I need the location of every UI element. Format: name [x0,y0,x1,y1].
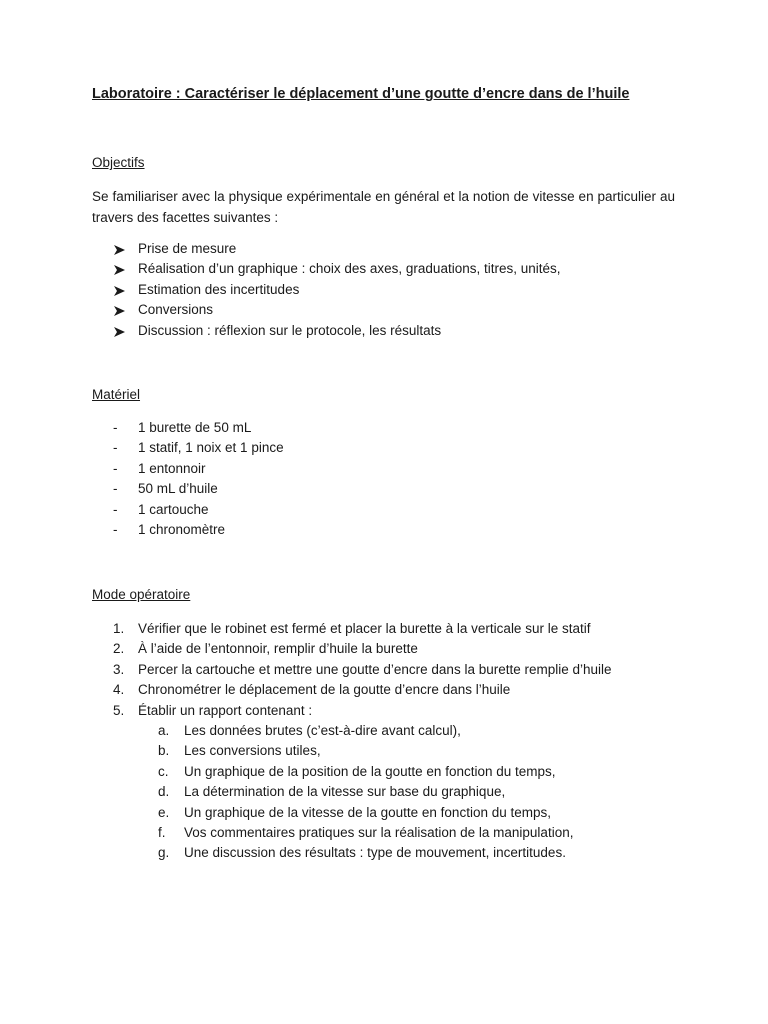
substep-text: Vos commentaires pratiques sur la réalisation de la manipulation, [184,824,574,840]
dash-marker: - [113,420,118,435]
substep-text: Un graphique de la vitesse de la goutte en fonction du temps, [184,804,551,820]
section-heading-mode-operatoire: Mode opératoire [92,587,191,602]
dash-marker: - [113,501,118,517]
list-item-label: 1 chronomètre [138,521,226,537]
step-number: 4. [113,682,125,698]
dash-marker: - [113,440,118,456]
list-item-label: Discussion : réflexion sur le protocole, les résultats [138,322,442,338]
step-text: Percer la cartouche et mettre une goutte d’encre dans la burette remplie d’huile [138,661,612,677]
step-text: Établir un rapport contenant : [138,702,313,718]
step-number: 3. [113,661,125,677]
dash-marker: - [113,460,118,476]
substep-letter: b. [158,743,170,759]
substep-text: Une discussion des résultats : type de mouvement, incertitudes. [184,845,566,861]
step-number: 2. [113,641,125,657]
substep-letter: e. [158,804,170,820]
list-item-label: 1 entonnoir [138,460,206,476]
substep-letter: a. [158,723,170,738]
list-item-label: Prise de mesure [138,241,237,256]
substep-letter: c. [158,763,169,779]
substep-letter: d. [158,784,170,800]
list-item-label: Conversions [138,302,214,318]
list-item-label: 1 burette de 50 mL [138,420,252,435]
list-item-label: 1 cartouche [138,501,209,517]
list-item-label: 1 statif, 1 noix et 1 pince [138,440,284,456]
step-number: 5. [113,702,125,718]
section-heading-objectifs: Objectifs [92,155,145,170]
list-item-label: 50 mL d’huile [138,481,218,497]
step-text: À l’aide de l’entonnoir, remplir d’huile la burette [138,641,418,657]
list-item-label: Estimation des incertitudes [138,281,300,297]
dash-marker: - [113,521,118,537]
substep-text: Les conversions utiles, [184,743,321,759]
substep-text: La détermination de la vitesse sur base du graphique, [184,784,506,800]
step-number: 1. [113,621,125,636]
dash-marker: - [113,481,118,497]
list-item-label: Réalisation d’un graphique : choix des axes, graduations, titres, unités, [138,261,561,277]
step-text: Vérifier que le robinet est fermé et placer la burette à la verticale sur le statif [138,621,591,636]
step-text: Chronométrer le déplacement de la goutte d’encre dans l’huile [138,682,511,698]
section-heading-materiel: Matériel [92,387,141,402]
substep-text: Les données brutes (c’est-à-dire avant calcul), [184,723,461,738]
substep-text: Un graphique de la position de la goutte en fonction du temps, [184,763,556,779]
substep-letter: f. [158,824,166,840]
objectifs-intro: Se familiariser avec la physique expérimentale en général et la notion de vitesse en particulier au travers des facettes suivantes : [92,189,675,225]
substep-letter: g. [158,845,170,861]
document-title: Laboratoire : Caractériser le déplacement d’une goutte d’encre dans de l’huile [92,86,630,102]
